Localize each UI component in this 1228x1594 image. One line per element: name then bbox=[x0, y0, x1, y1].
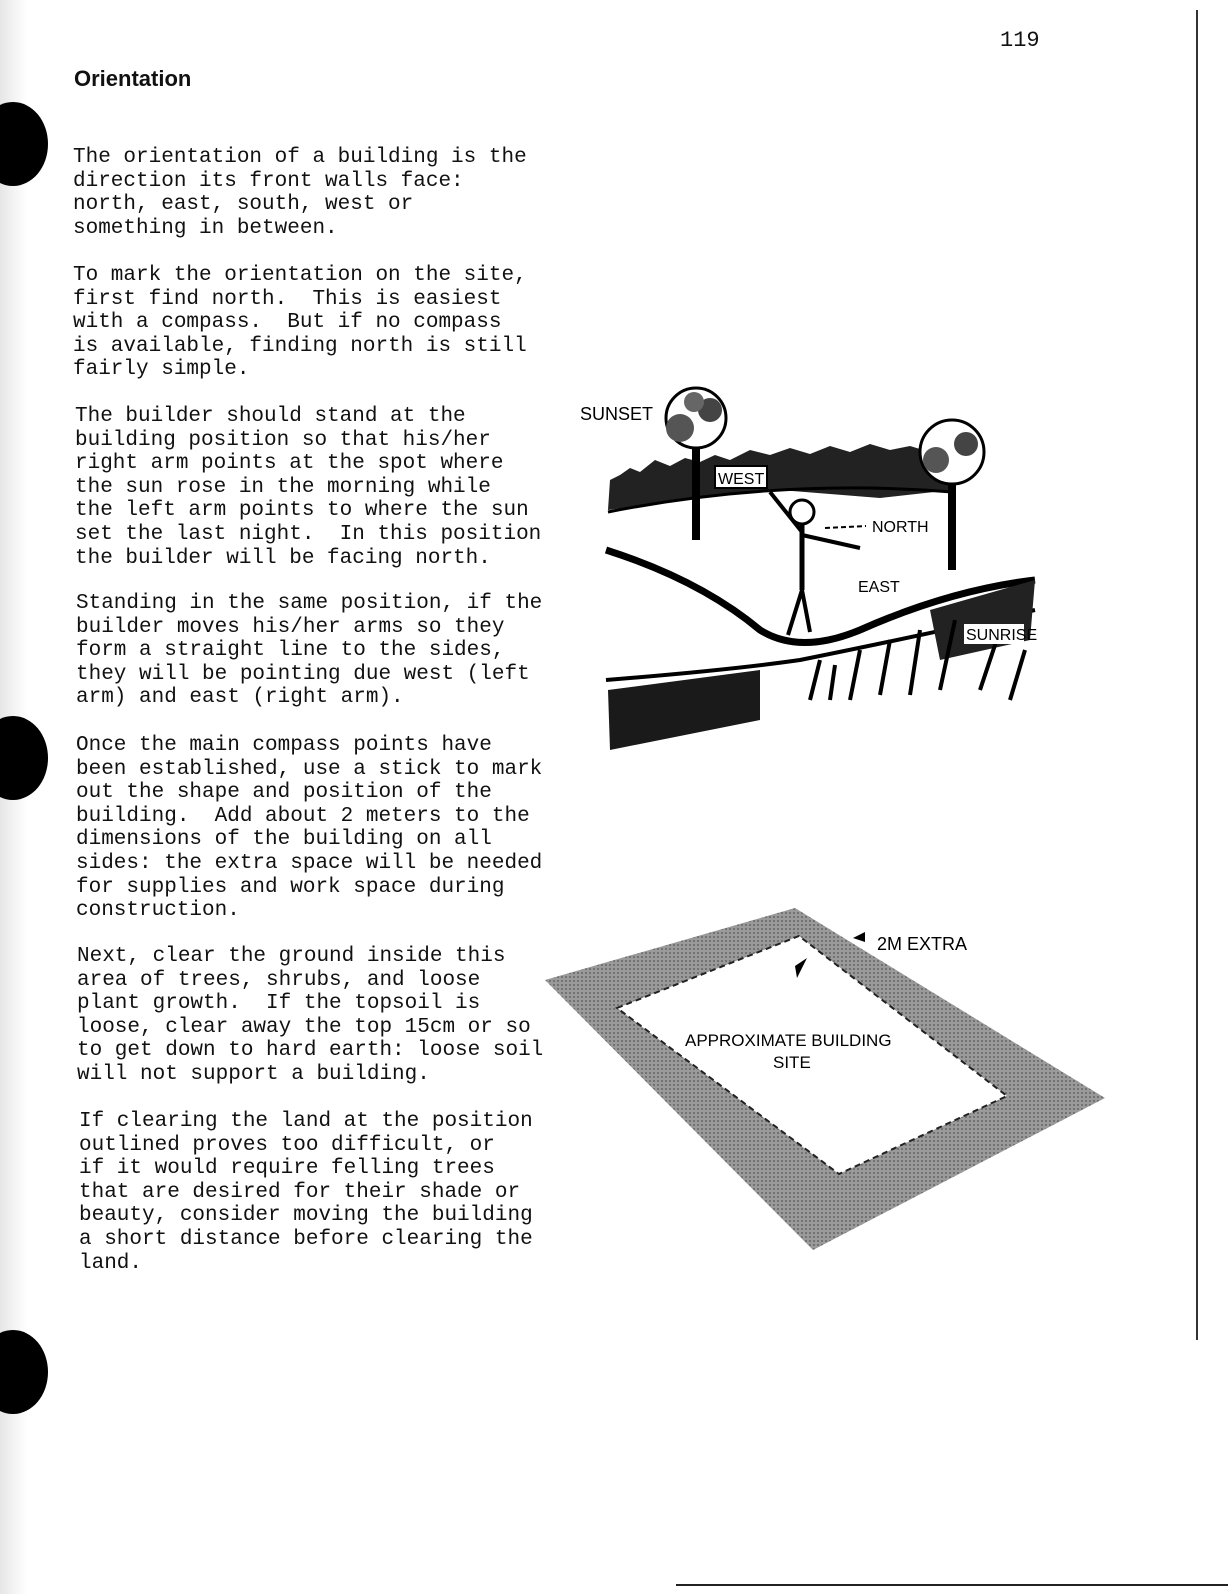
sunset-label: SUNSET bbox=[580, 404, 654, 424]
page-title: Orientation bbox=[74, 66, 192, 91]
binder-hole-middle bbox=[0, 716, 48, 800]
paragraph-find-north: To mark the orientation on the site, first find north. This is easiest with a compass. But if no compass is available, finding north is still fairly simple. bbox=[73, 264, 527, 382]
paragraph-clear-ground: Next, clear the ground inside this area of trees, shrubs, and loose plant growth. If the topsoil is loose, clear away the top 15cm or so to get down to hard earth: loose soil will not support a building. bbox=[77, 945, 544, 1086]
east-label: EAST bbox=[858, 579, 900, 596]
paragraph-west-east: Standing in the same position, if the builder moves his/her arms so they form a straight line to the sides, they will be pointing due west (left arm) and east (right arm). bbox=[76, 592, 543, 710]
treeline-shape bbox=[608, 444, 952, 510]
tree-right-icon bbox=[920, 420, 984, 570]
right-margin-line bbox=[1196, 10, 1198, 1340]
paragraph-move-building: If clearing the land at the position outlined proves too difficult, or if it would require felling trees that are desired for their shade or beauty, consider moving the building a short distance before clearing the land. bbox=[79, 1110, 533, 1275]
paragraph-orientation-definition: The orientation of a building is the direction its front walls face: north, east, south, west or something in between. bbox=[73, 146, 527, 240]
paragraph-mark-out: Once the main compass points have been established, use a stick to mark out the shape and position of the building. Add about 2 meters to the dimensions of the building on all sides: the extra space will be needed for supplies and work space during construction. bbox=[76, 734, 543, 923]
bottom-margin-line bbox=[676, 1584, 1228, 1586]
north-label: NORTH bbox=[872, 519, 929, 536]
page-number: 119 bbox=[1000, 28, 1040, 53]
compass-illustration bbox=[580, 380, 1060, 770]
building-site-illustration bbox=[545, 908, 1105, 1253]
binder-hole-top bbox=[0, 102, 48, 186]
building-site-label-line2: SITE bbox=[773, 1053, 811, 1072]
building-site-label-line1: APPROXIMATE BUILDING bbox=[685, 1031, 892, 1050]
person-figure-icon bbox=[770, 492, 860, 635]
extra-margin-label: 2M EXTRA bbox=[877, 934, 968, 954]
paragraph-arm-positions: The builder should stand at the building position so that his/her right arm points at the spot where the sun rose in the morning while the left arm points to where the sun set the last night. In this position the builder will be facing north. bbox=[75, 405, 542, 570]
west-label: WEST bbox=[718, 471, 765, 488]
binder-hole-bottom bbox=[0, 1330, 48, 1414]
sunrise-label: SUNRISE bbox=[966, 627, 1038, 644]
